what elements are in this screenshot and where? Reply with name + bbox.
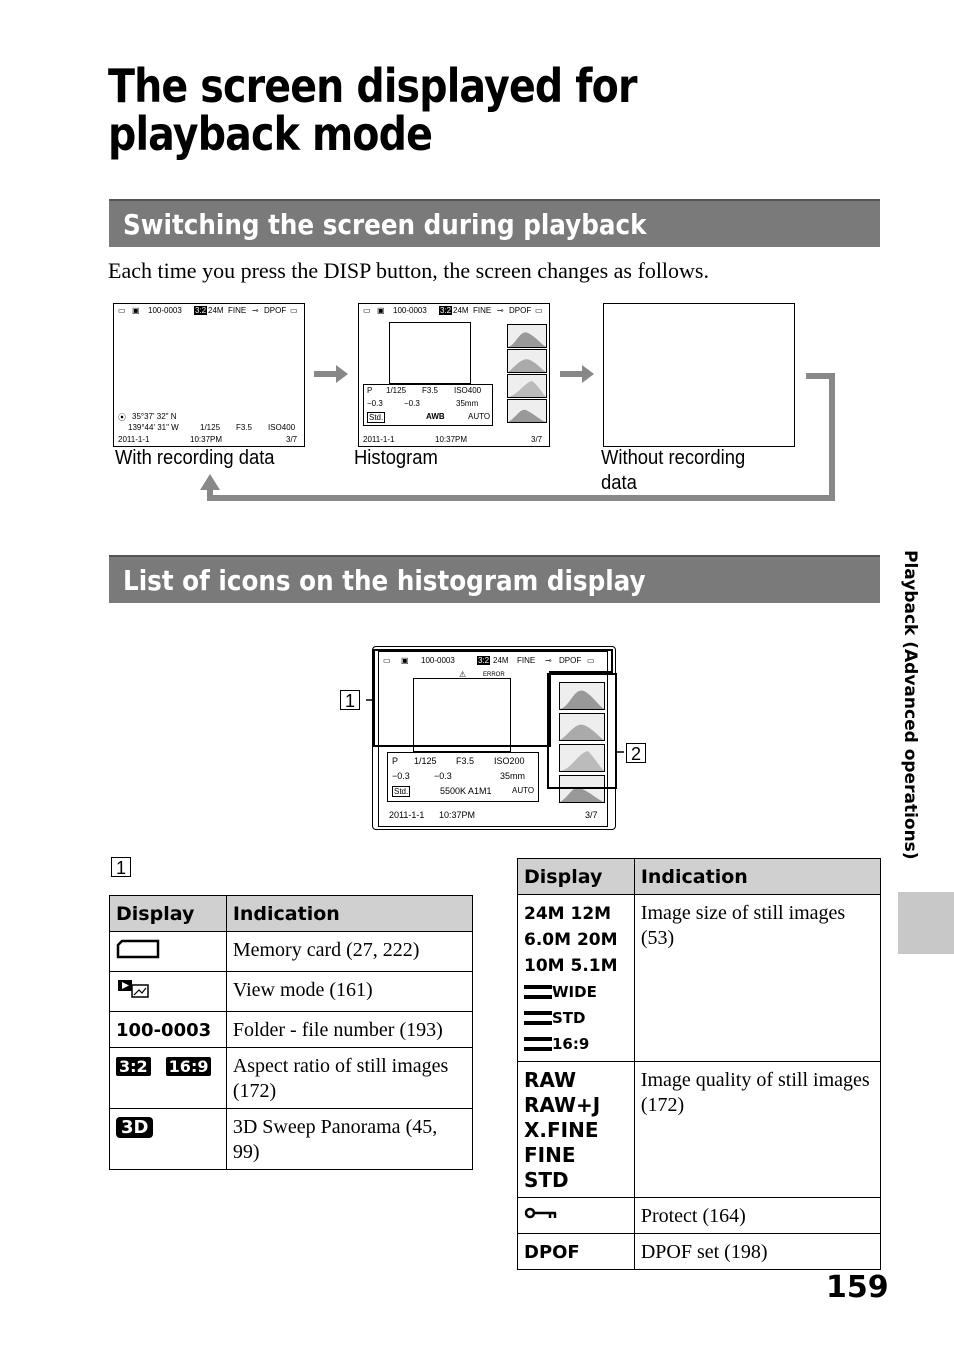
icon-table-right (517, 858, 881, 1270)
dro-auto: AUTO (512, 786, 535, 795)
header-indication: Indication (634, 859, 880, 895)
dpof-label: DPOF (264, 306, 287, 315)
view-mode-icon: ▣ (377, 306, 385, 315)
protect-key-icon: ⊸ (252, 306, 259, 315)
battery-icon: ▭ (587, 656, 595, 665)
exposure-mode: P (367, 386, 373, 395)
page-number: 159 (826, 1270, 889, 1305)
white-balance: 5500K A1M1 (440, 786, 492, 796)
image-count: 3/7 (531, 435, 543, 444)
size-list-3: 10M 5.1M (524, 956, 618, 976)
quality-fine: FINE (524, 1143, 576, 1167)
ratio-badge: 3:2 (195, 306, 207, 315)
header-display: Display (110, 896, 227, 932)
dpof-label: DPOF (559, 656, 582, 665)
icon-table-left (109, 895, 473, 1170)
battery-icon: ▭ (535, 306, 543, 315)
aperture: F3.5 (422, 386, 439, 395)
memory-card-icon: ▭ (363, 306, 371, 315)
table-row: RAW RAW+J X.FINE FINE STD Image quality of still images (172) (518, 1062, 881, 1198)
region-label-1: 1 (340, 690, 360, 710)
table-label-1: 1 (111, 857, 131, 877)
size-list-2: 6.0M 20M (524, 930, 618, 950)
warning-icon: ⚠ (459, 670, 467, 679)
table-row: 100-0003 Folder - file number (193) (110, 1012, 473, 1048)
focal-length: 35mm (456, 399, 479, 408)
caption-without-recording-data: Without recording data (601, 447, 746, 494)
time: 10:37PM (190, 435, 223, 444)
longitude: 139°44' 31" W (128, 423, 179, 432)
memory-card-icon: ▭ (383, 656, 391, 665)
image-quality: FINE (473, 306, 492, 315)
battery-icon: ▭ (290, 306, 298, 315)
intro-text: Each time you press the DISP button, the screen changes as follows. (108, 258, 709, 283)
image-quality: FINE (517, 656, 536, 665)
ratio-16-9-badge: 16:9 (166, 1057, 212, 1076)
image-size: 24M (493, 656, 509, 665)
exposure-mode: P (392, 756, 399, 766)
aperture: F3.5 (456, 756, 475, 766)
protect-key-icon (524, 1204, 558, 1222)
memory-card-icon (116, 938, 160, 960)
dro-auto: AUTO (468, 412, 491, 421)
error-label: ERROR (483, 672, 505, 678)
section-heading-switching: Switching the screen during playback (109, 199, 880, 247)
memory-card-icon: ▭ (118, 306, 126, 315)
size-16-9-icon: 16:9 (524, 1031, 628, 1057)
date: 2011-1-1 (389, 810, 425, 820)
page-title: The screen displayed for playback mode (108, 59, 637, 161)
caption-histogram: Histogram (354, 447, 438, 469)
folder-number: 100-0003 (393, 306, 427, 315)
view-mode-icon (116, 978, 152, 1000)
folder-number: 100-0003 (421, 656, 455, 665)
focal-length: 35mm (500, 771, 526, 781)
image-count: 3/7 (585, 810, 598, 820)
image-count: 3/7 (286, 435, 298, 444)
view-mode-icon: ▣ (132, 306, 140, 315)
caption-with-recording-data: With recording data (115, 447, 275, 469)
quality-xfine: X.FINE (524, 1118, 599, 1142)
folder-number: 100-0003 (148, 306, 182, 315)
white-balance: AWB (426, 412, 445, 421)
table-row: Memory card (27, 222) (110, 932, 473, 972)
side-tab-marker (898, 892, 954, 954)
table-row: 3:2 16:9 Aspect ratio of still images (172) (110, 1048, 473, 1109)
image-quality: FINE (228, 306, 247, 315)
protect-key-icon: ⊸ (497, 306, 504, 315)
table-row: 24M 12M 6.0M 20M 10M 5.1M WIDE STD 16:9 Image size of still images (53) (518, 895, 881, 1062)
table-row: DPOF DPOF set (198) (518, 1234, 881, 1270)
protect-key-icon: ⊸ (545, 656, 552, 665)
ratio-badge: 3:2 (440, 306, 452, 315)
return-arrow-icon (196, 370, 840, 506)
image-size: 24M (453, 306, 469, 315)
date: 2011-1-1 (363, 435, 395, 444)
dpof-label: DPOF (509, 306, 532, 315)
view-mode-icon: ▣ (401, 656, 409, 665)
region-label-2: 2 (626, 743, 646, 763)
time: 10:37PM (435, 435, 468, 444)
ratio-badge: 3:2 (478, 656, 490, 665)
region-outlines (330, 640, 660, 840)
table-row: Protect (164) (518, 1198, 881, 1234)
quality-raw-j: RAW+J (524, 1093, 601, 1117)
dpof-label: DPOF (518, 1234, 635, 1270)
time: 10:37PM (439, 810, 476, 820)
iso: ISO200 (494, 756, 525, 766)
iso: ISO400 (268, 423, 296, 432)
aperture: F3.5 (236, 423, 253, 432)
histogram-luminance (507, 324, 547, 348)
exposure-comp: −0.3 (367, 399, 383, 408)
quality-raw: RAW (524, 1068, 577, 1092)
ratio-3-2-badge: 3:2 (116, 1057, 151, 1076)
flash-comp: −0.3 (404, 399, 420, 408)
quality-std: STD (524, 1168, 569, 1192)
size-wide-icon: WIDE (524, 979, 628, 1005)
latitude: 35°37' 32" N (132, 412, 177, 421)
table-row: 3D 3D Sweep Panorama (45, 99) (110, 1109, 473, 1170)
size-std-icon: STD (524, 1005, 628, 1031)
iso: ISO400 (454, 386, 482, 395)
exposure-comp: −0.3 (392, 771, 410, 781)
shutter-speed: 1/125 (200, 423, 221, 432)
header-display: Display (518, 859, 635, 895)
image-size: 24M (208, 306, 224, 315)
shutter-speed: 1/125 (414, 756, 437, 766)
gps-icon: ⦿ (118, 413, 126, 422)
folder-number-label: 100-0003 (110, 1012, 227, 1048)
creative-style: Std. (369, 413, 384, 422)
creative-style: Std. (394, 787, 409, 796)
section-heading-icons: List of icons on the histogram display (109, 555, 880, 603)
shutter-speed: 1/125 (386, 386, 407, 395)
header-indication: Indication (226, 896, 472, 932)
date: 2011-1-1 (118, 435, 150, 444)
size-list-1: 24M 12M (524, 904, 612, 924)
side-tab-label: Playback (Advanced operations) (900, 550, 920, 860)
flash-comp: −0.3 (434, 771, 452, 781)
table-row: View mode (161) (110, 972, 473, 1012)
3d-badge: 3D (116, 1117, 153, 1138)
